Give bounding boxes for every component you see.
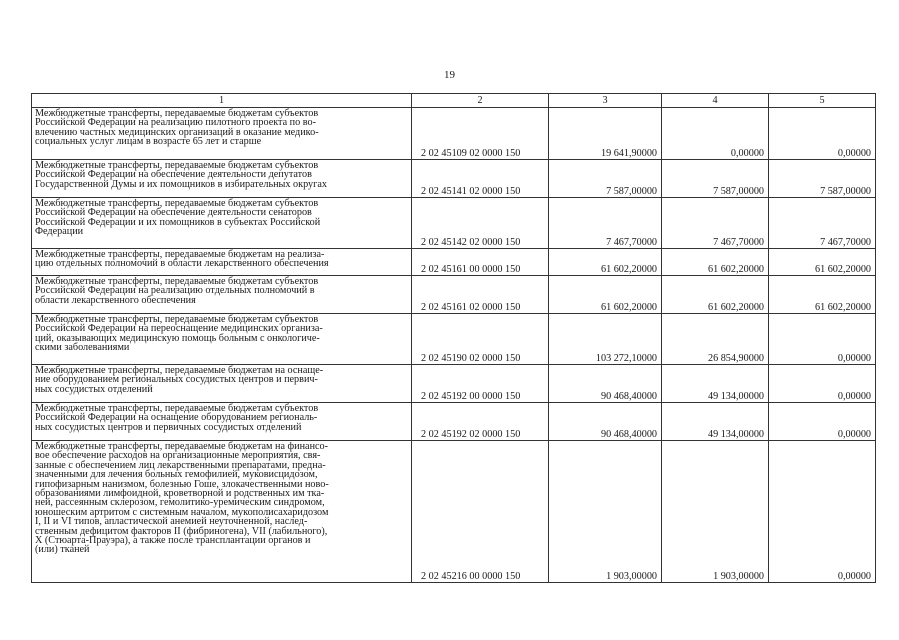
column-header-3: 3 (549, 94, 662, 108)
table-row (32, 198, 876, 249)
row-value-col4: 1 903,00000 (662, 441, 769, 583)
table-row (32, 441, 876, 583)
table-row (32, 365, 876, 403)
row-value-col5: 0,00000 (769, 403, 876, 441)
row-code: 2 02 45161 00 0000 150 (412, 249, 549, 276)
row-code: 2 02 45142 02 0000 150 (412, 198, 549, 249)
column-header-2: 2 (412, 94, 549, 108)
row-value-col3: 90 468,40000 (549, 365, 662, 403)
budget-table (31, 93, 876, 583)
row-value-col4: 49 134,00000 (662, 365, 769, 403)
column-header-4: 4 (662, 94, 769, 108)
row-value-col3: 7 467,70000 (549, 198, 662, 249)
table-row (32, 276, 876, 314)
table-row (32, 108, 876, 160)
row-description: Межбюджетные трансферты, передаваемые бюджетам субъектов Российской Федерации на обеспечение деятельности сенаторов Российской Федерации и их помощников в субъектах Российской Федерации (32, 198, 412, 249)
table-header-row (32, 94, 876, 108)
row-value-col3: 90 468,40000 (549, 403, 662, 441)
row-description: Межбюджетные трансферты, передаваемые бюджетам на реализа- цию отдельных полномочий в области лекарственного обеспечения (32, 249, 412, 276)
table-row (32, 314, 876, 365)
column-header-5: 5 (769, 94, 876, 108)
row-code: 2 02 45216 00 0000 150 (412, 441, 549, 583)
row-description: Межбюджетные трансферты, передаваемые бюджетам на финансо- вое обеспечение расходов на организационные мероприятия, свя- занные с обеспечением лиц лекарственными препаратами, предна- значенными для лечения больных гемофилией, муковисцидозом, гипофизарным нанизмом, болезнью Гоше, злокачественными ново- образованиями лимфоидной, кроветворной и родственных им тка- ней, рассеянным склерозом, гемолитико-уремическим синдромом, юношеским артритом с системным началом, мукополисахаридозом I, II и VI типов, апластической анемией неуточненной, наслед- ственным дефицитом факторов II (фибриногена), VII (лабильного), X (Стюарта-Прауэра), а также после трансплантации органов и (или) тканей (32, 441, 412, 583)
table-row (32, 160, 876, 198)
row-value-col3: 61 602,20000 (549, 276, 662, 314)
row-value-col3: 7 587,00000 (549, 160, 662, 198)
row-code: 2 02 45192 02 0000 150 (412, 403, 549, 441)
row-value-col4: 61 602,20000 (662, 249, 769, 276)
row-code: 2 02 45192 00 0000 150 (412, 365, 549, 403)
row-description: Межбюджетные трансферты, передаваемые бюджетам субъектов Российской Федерации на оснащение оборудованием региональ- ных сосудистых центров и первичных сосудистых отделений (32, 403, 412, 441)
row-value-col5: 7 467,70000 (769, 198, 876, 249)
row-code: 2 02 45109 02 0000 150 (412, 108, 549, 160)
row-value-col3: 103 272,10000 (549, 314, 662, 365)
row-value-col4: 26 854,90000 (662, 314, 769, 365)
row-description: Межбюджетные трансферты, передаваемые бюджетам субъектов Российской Федерации на обеспечение деятельности депутатов Государственной Думы и их помощников в избирательных округах (32, 160, 412, 198)
row-value-col5: 0,00000 (769, 365, 876, 403)
row-value-col5: 7 587,00000 (769, 160, 876, 198)
row-value-col4: 7 587,00000 (662, 160, 769, 198)
table-row (32, 249, 876, 276)
row-value-col3: 1 903,00000 (549, 441, 662, 583)
row-value-col5: 0,00000 (769, 314, 876, 365)
row-value-col5: 61 602,20000 (769, 276, 876, 314)
row-description: Межбюджетные трансферты, передаваемые бюджетам субъектов Российской Федерации на реализацию пилотного проекта по во- влечению частных медицинских организаций в оказание медико- социальных услуг лицам в возрасте 65 лет и старше (32, 108, 412, 160)
column-header-1: 1 (32, 94, 412, 108)
row-value-col5: 0,00000 (769, 441, 876, 583)
row-value-col3: 61 602,20000 (549, 249, 662, 276)
row-value-col5: 0,00000 (769, 108, 876, 160)
page-number: 19 (444, 69, 455, 81)
row-code: 2 02 45190 02 0000 150 (412, 314, 549, 365)
row-description: Межбюджетные трансферты, передаваемые бюджетам на оснаще- ние оборудованием региональных сосудистых центров и первич- ных сосудистых отделений (32, 365, 412, 403)
row-value-col5: 61 602,20000 (769, 249, 876, 276)
row-value-col3: 19 641,90000 (549, 108, 662, 160)
row-value-col4: 49 134,00000 (662, 403, 769, 441)
table-row (32, 403, 876, 441)
row-value-col4: 0,00000 (662, 108, 769, 160)
row-description: Межбюджетные трансферты, передаваемые бюджетам субъектов Российской Федерации на реализацию отдельных полномочий в области лекарственного обеспечения (32, 276, 412, 314)
row-code: 2 02 45141 02 0000 150 (412, 160, 549, 198)
row-code: 2 02 45161 02 0000 150 (412, 276, 549, 314)
row-description: Межбюджетные трансферты, передаваемые бюджетам субъектов Российской Федерации на переоснащение медицинских организа- ций, оказывающих медицинскую помощь больным с онкологиче- скими заболеваниями (32, 314, 412, 365)
row-value-col4: 61 602,20000 (662, 276, 769, 314)
row-value-col4: 7 467,70000 (662, 198, 769, 249)
